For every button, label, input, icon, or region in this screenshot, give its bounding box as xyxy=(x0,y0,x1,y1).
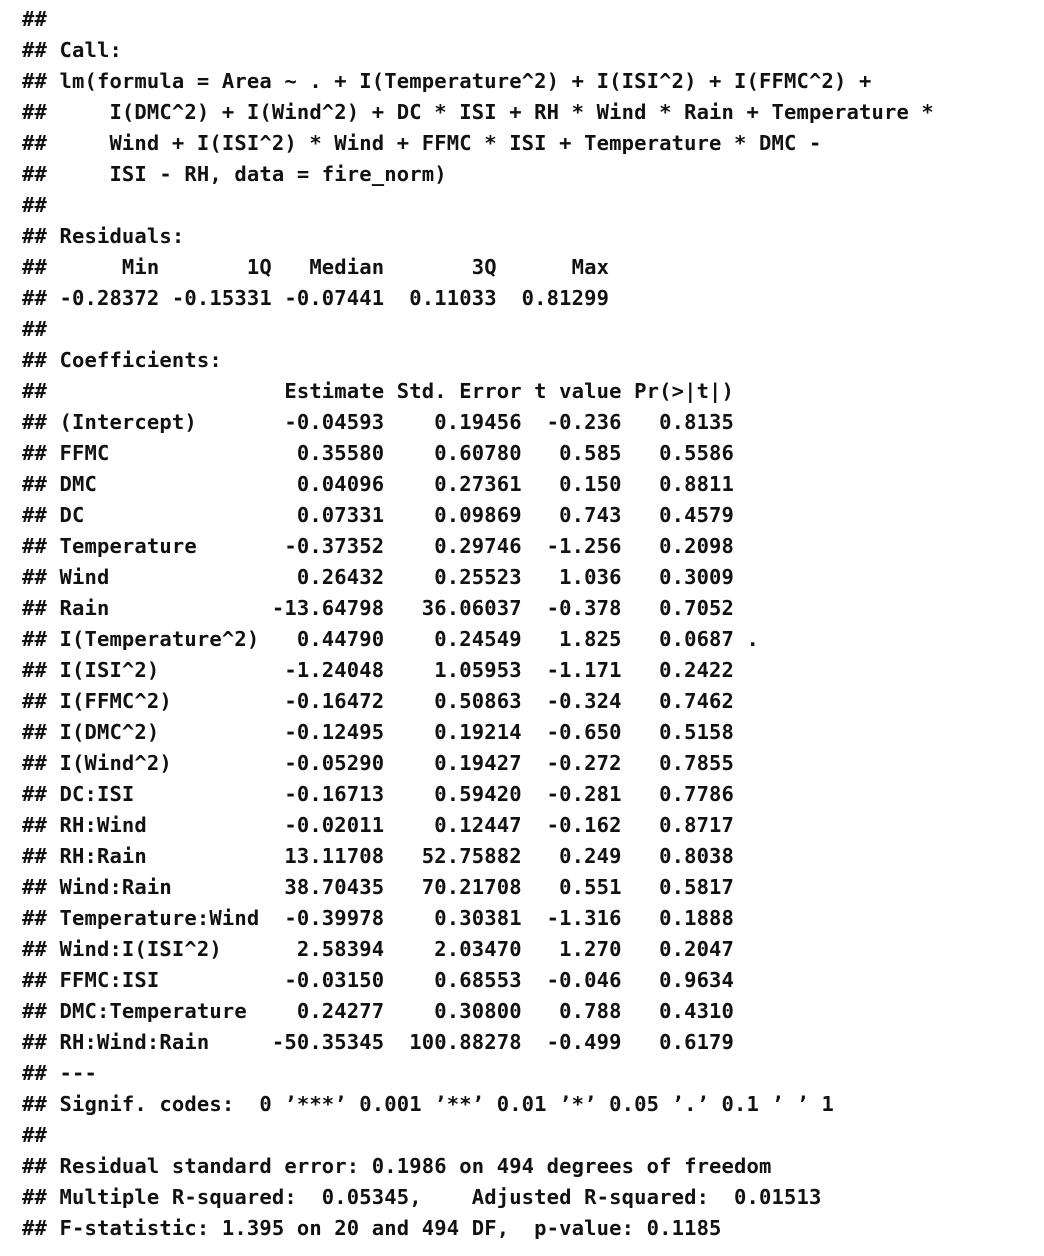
coefficient-row: ## RH:Wind -0.02011 0.12447 -0.162 0.8717 xyxy=(22,813,735,837)
coefficient-row: ## DC:ISI -0.16713 0.59420 -0.281 0.7786 xyxy=(22,782,735,806)
coefficient-row: ## I(ISI^2) -1.24048 1.05953 -1.171 0.2422 xyxy=(22,658,735,682)
call-formula-line: ## Wind + I(ISI^2) * Wind + FFMC * ISI + Temperature * DMC - xyxy=(22,131,822,155)
call-heading: ## Call: xyxy=(22,38,122,62)
coefficients-header-row: ## Estimate Std. Error t value Pr(>|t|) xyxy=(22,379,735,403)
console-line: ## xyxy=(22,317,47,341)
coefficient-row: ## RH:Wind:Rain -50.35345 100.88278 -0.499 0.6179 xyxy=(22,1030,735,1054)
coefficient-row: ## (Intercept) -0.04593 0.19456 -0.236 0.8135 xyxy=(22,410,735,434)
coefficient-row: ## I(Temperature^2) 0.44790 0.24549 1.825 0.0687 . xyxy=(22,627,760,651)
coefficient-row: ## FFMC 0.35580 0.60780 0.585 0.5586 xyxy=(22,441,735,465)
call-formula-line: ## I(DMC^2) + I(Wind^2) + DC * ISI + RH * Wind * Rain + Temperature * xyxy=(22,100,934,124)
call-formula-line: ## lm(formula = Area ~ . + I(Temperature^2) + I(ISI^2) + I(FFMC^2) + xyxy=(22,69,872,93)
coefficient-row: ## Rain -13.64798 36.06037 -0.378 0.7052 xyxy=(22,596,735,620)
residuals-heading: ## Residuals: xyxy=(22,224,185,248)
separator-line: ## --- xyxy=(22,1061,97,1085)
residuals-header-row: ## Min 1Q Median 3Q Max xyxy=(22,255,610,279)
coefficient-row: ## Temperature:Wind -0.39978 0.30381 -1.316 0.1888 xyxy=(22,906,735,930)
coefficient-row: ## I(FFMC^2) -0.16472 0.50863 -0.324 0.7462 xyxy=(22,689,735,713)
coefficient-row: ## DMC:Temperature 0.24277 0.30800 0.788 0.4310 xyxy=(22,999,735,1023)
coefficient-row: ## FFMC:ISI -0.03150 0.68553 -0.046 0.9634 xyxy=(22,968,735,992)
coefficient-row: ## DMC 0.04096 0.27361 0.150 0.8811 xyxy=(22,472,735,496)
coefficients-heading: ## Coefficients: xyxy=(22,348,222,372)
coefficient-row: ## DC 0.07331 0.09869 0.743 0.4579 xyxy=(22,503,735,527)
r-squared-line: ## Multiple R-squared: 0.05345, Adjusted R-squared: 0.01513 xyxy=(22,1185,822,1209)
coefficient-row: ## Wind 0.26432 0.25523 1.036 0.3009 xyxy=(22,565,735,589)
console-line: ## xyxy=(22,7,47,31)
coefficient-row: ## RH:Rain 13.11708 52.75882 0.249 0.8038 xyxy=(22,844,735,868)
coefficient-row: ## I(DMC^2) -0.12495 0.19214 -0.650 0.5158 xyxy=(22,720,735,744)
residual-standard-error-line: ## Residual standard error: 0.1986 on 494 degrees of freedom xyxy=(22,1154,772,1178)
console-line: ## xyxy=(22,1123,47,1147)
coefficient-row: ## Wind:Rain 38.70435 70.21708 0.551 0.5817 xyxy=(22,875,735,899)
f-statistic-line: ## F-statistic: 1.395 on 20 and 494 DF, p-value: 0.1185 xyxy=(22,1216,722,1240)
coefficient-row: ## Wind:I(ISI^2) 2.58394 2.03470 1.270 0.2047 xyxy=(22,937,735,961)
console-line: ## xyxy=(22,193,47,217)
coefficient-row: ## I(Wind^2) -0.05290 0.19427 -0.272 0.7855 xyxy=(22,751,735,775)
call-formula-line: ## ISI - RH, data = fire_norm) xyxy=(22,162,447,186)
signif-codes-line: ## Signif. codes: 0 ’***’ 0.001 ’**’ 0.01 ’*’ 0.05 ’.’ 0.1 ’ ’ 1 xyxy=(22,1092,834,1116)
residuals-values-row: ## -0.28372 -0.15331 -0.07441 0.11033 0.81299 xyxy=(22,286,610,310)
coefficient-row: ## Temperature -0.37352 0.29746 -1.256 0.2098 xyxy=(22,534,735,558)
